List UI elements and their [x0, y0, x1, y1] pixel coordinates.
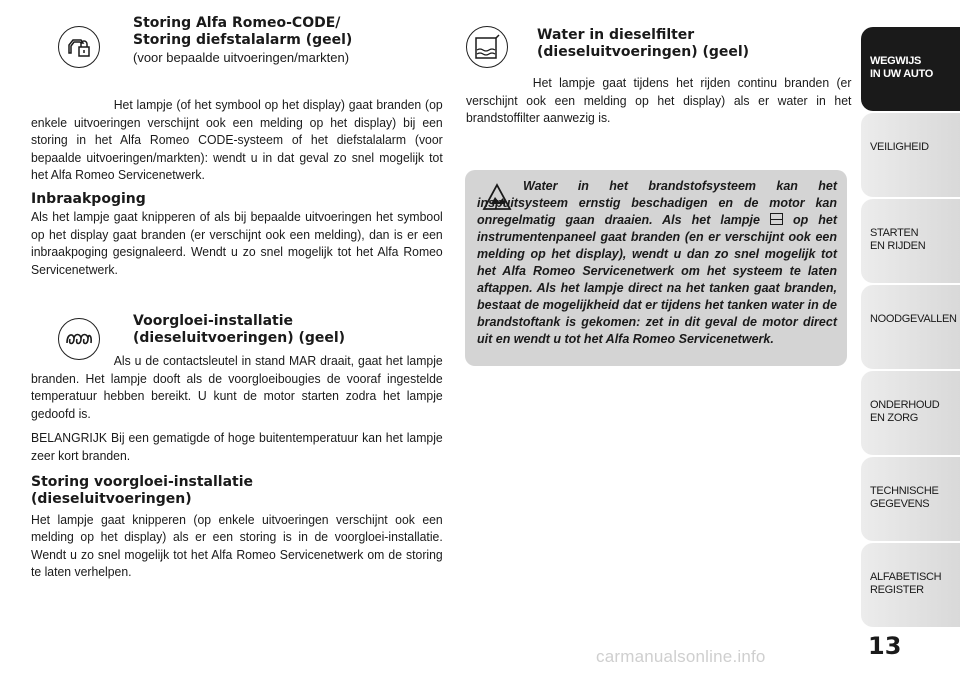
tab-noodgevallen[interactable]: NOODGEVALLEN [861, 285, 960, 369]
warning-text [477, 178, 837, 348]
warning-text-part2: op het instrumentenpaneel gaat branden (en er verschijnt ook een melding op het display), wendt u dan zo snel mogelijk tot het Alfa Romeo Servicenetwerk om het systeem te laten aftappen. Als het lampje direct na het tanken gaat branden, bestaat de mogelijkheid dat er tijdens het tanken water in de brandstoftank is gekomen: zet in dit geval de motor direct uit en wendt u tot het Alfa Romeo Servicenetwerk. [477, 213, 837, 346]
section-body-voorgloei: Als u de contactsleutel in stand MAR draait, gaat het lampje branden. Het lampje dooft als de voorgloeibougies de vooraf ingestelde temperatuur hebben bereikt. U kunt de motor starten zodra het lampje gedoofd is. [31, 353, 443, 421]
tab-veiligheid[interactable]: VEILIGHEID [861, 113, 960, 197]
sub-heading-storing-voorgloei-diesel: (dieseluitvoeringen) [31, 490, 192, 507]
sub-body-inbraakpoging: Als het lampje gaat knipperen of als bij bepaalde uitvoeringen het symbool op het display gaat branden (er verschijnt ook een melding), dan is er een inbraakpoging gesignaleerd. Wendt u zo snel mogelijk tot het Alfa Romeo Servicenetwerk. [31, 208, 443, 277]
watermark: carmanualsonline.info [596, 647, 766, 666]
section-title-water-diesel: (dieseluitvoeringen) (geel) [537, 44, 750, 60]
glow-plug-icon [58, 318, 100, 360]
section-body-code: Het lampje (of het symbool op het display) gaat branden (op enkele uitvoeringen verschijnt ook een melding op het display) bij een storing in het Alfa Romeo CODE-systeem of het diefstalalarm (voor bepaalde uitvoeringen/markten): wendt u in dat geval zo snel mogelijk tot het Alfa Romeo Servicenetwerk. [31, 97, 443, 183]
section-title-diefstalalarm: Storing diefstalalarm (geel) [133, 32, 353, 48]
warning-text-part1: Water in het brandstofsysteem kan het inspuitsysteem ernstig beschadigen en de motor kan onregelmatig gaan draaien. Als het lampje [477, 179, 837, 227]
section-title-voorgloei: Voorgloei-installatie [133, 313, 294, 329]
section-subnote: (voor bepaalde uitvoeringen/markten) [133, 50, 350, 65]
sub-heading-storing-voorgloei: Storing voorgloei-installatie [31, 473, 254, 490]
tab-onderhoud[interactable]: ONDERHOUD EN ZORG [861, 371, 960, 455]
section-title-voorgloei-diesel: (dieseluitvoeringen) (geel) [133, 330, 346, 346]
tab-technische[interactable]: TECHNISCHE GEGEVENS [861, 457, 960, 541]
section-title-code-storing: Storing Alfa Romeo-CODE/ [133, 15, 341, 31]
chapter-tabs [861, 27, 960, 629]
section-body-water: Het lampje gaat tijdens het rijden continu branden (er verschijnt ook een melding op het display) als er water in het brandstoffilter aanwezig is. [466, 75, 852, 126]
sub-body-storing-voorgloei: Het lampje gaat knipperen (op enkele uitvoeringen verschijnt ook een melding op het display) als er een storing is in de voorgloei-installatie. Wendt u zo snel mogelijk tot het Alfa Romeo Servicenetwerk om de storing te laten verhelpen. [31, 511, 443, 580]
page-number: 13 [868, 632, 902, 660]
water-in-fuel-inline-icon [770, 213, 783, 225]
tab-wegwijs[interactable]: WEGWIJS IN UW AUTO [861, 27, 960, 111]
car-lock-icon [58, 26, 100, 68]
tab-starten[interactable]: STARTEN EN RIJDEN [861, 199, 960, 283]
section-title-water: Water in dieselfilter [537, 27, 695, 43]
sub-heading-inbraakpoging: Inbraakpoging [31, 190, 146, 207]
water-in-fuel-icon [466, 26, 508, 68]
important-note: BELANGRIJK Bij een gematigde of hoge buitentemperatuur kan het lampje zeer kort branden. [31, 430, 443, 463]
warning-box [465, 170, 847, 366]
tab-alfabetisch[interactable]: ALFABETISCH REGISTER [861, 543, 960, 627]
